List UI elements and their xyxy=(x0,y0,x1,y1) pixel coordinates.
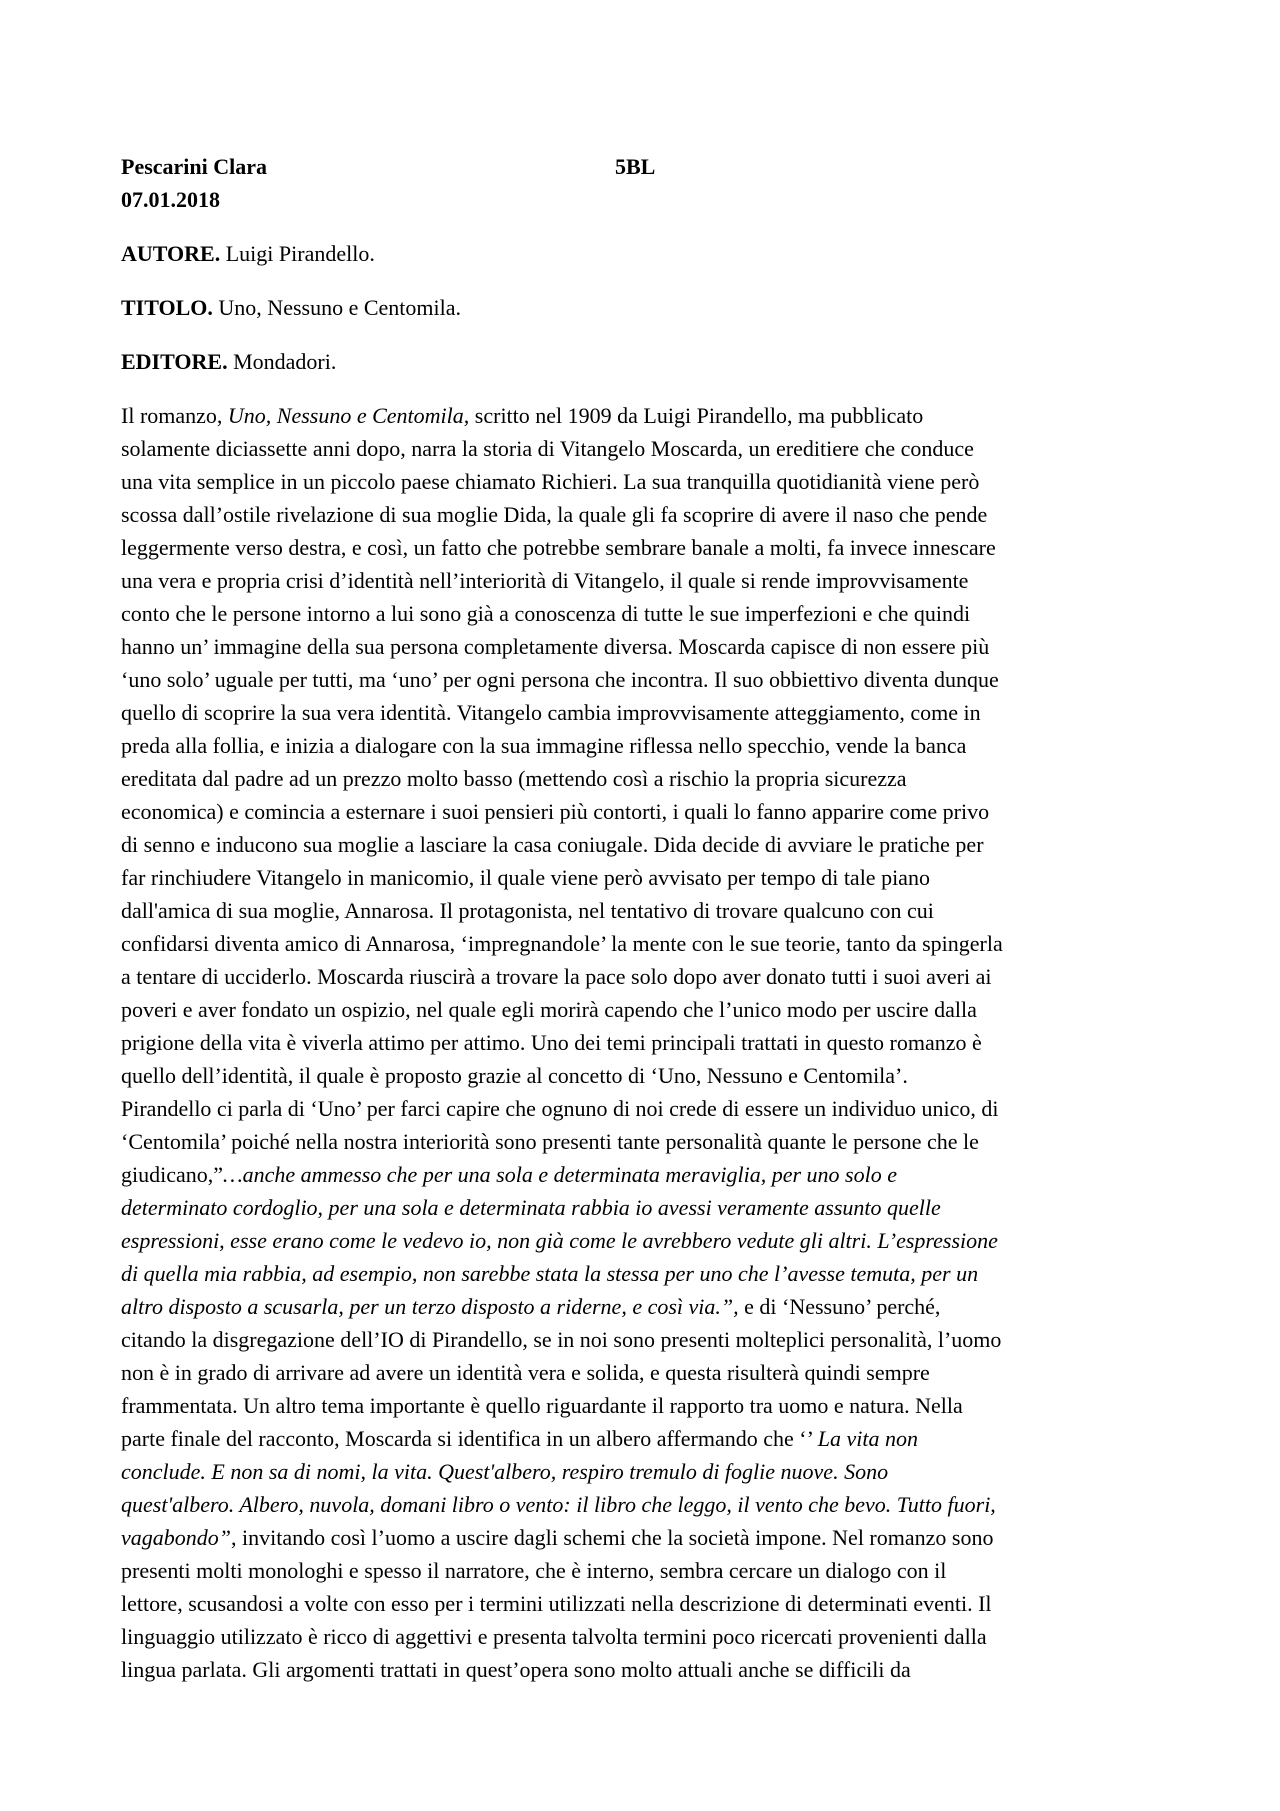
text-line xyxy=(121,1488,1161,1521)
document-date: 07.01.2018 xyxy=(121,187,220,212)
text-span: , invitando così l’uomo a uscire dagli schemi che la società impone. Nel romanzo sono xyxy=(231,1525,994,1550)
student-name: Pescarini Clara xyxy=(121,154,268,179)
text-line: hanno un’ immagine della sua persona completamente diversa. Moscarda capisce di non essere più xyxy=(121,634,990,659)
meta-author-value: Luigi Pirandello. xyxy=(220,241,375,266)
text-line xyxy=(121,399,1161,432)
quote-italic: di quella mia rabbia, ad esempio, non sarebbe stata la stessa per uno che l’avesse temuta, per un xyxy=(121,1261,979,1286)
text-line: scossa dall’ostile rivelazione di sua moglie Dida, la quale gli fa scoprire di avere il naso che pende xyxy=(121,502,988,527)
text-line: di senno e inducono sua moglie a lasciare la casa coniugale. Dida decide di avviare le pratiche per xyxy=(121,832,984,857)
text-line xyxy=(121,1257,1161,1290)
meta-title-value: Uno, Nessuno e Centomila. xyxy=(212,295,462,320)
quote-italic: quest'albero. Albero, nuvola, domani libro o vento: il libro che leggo, il vento che bevo. Tutto fuori, xyxy=(121,1492,996,1517)
text-line: Pirandello ci parla di ‘Uno’ per farci capire che ognuno di noi crede di essere un individuo unico, di xyxy=(121,1096,999,1121)
header-row xyxy=(121,150,1161,183)
text-line: confidarsi diventa amico di Annarosa, ‘impregnandole’ la mente con le sue teorie, tanto da spingerla xyxy=(121,931,1003,956)
text-line: ‘Centomila’ poiché nella nostra interiorità sono presenti tante personalità quante le persone che le xyxy=(121,1129,979,1154)
class-label: 5BL xyxy=(615,154,656,179)
text-line xyxy=(121,1521,1161,1554)
text-line xyxy=(121,1290,1161,1323)
text-line: a tentare di ucciderlo. Moscarda riuscirà a trovare la pace solo dopo aver donato tutti i suoi averi ai xyxy=(121,964,992,989)
text-line: solamente diciassette anni dopo, narra la storia di Vitangelo Moscarda, un ereditiere che conduce xyxy=(121,436,974,461)
quote-italic: determinato cordoglio, per una sola e determinata rabbia io avessi veramente assunto quelle xyxy=(121,1195,941,1220)
text-line: lingua parlata. Gli argomenti trattati in quest’opera sono molto attuali anche se difficili da xyxy=(121,1657,911,1682)
text-line: linguaggio utilizzato è ricco di aggettivi e presenta talvolta termini poco ricercati provenienti dalla xyxy=(121,1624,987,1649)
text-line xyxy=(121,1455,1161,1488)
quote-italic: …anche ammesso che per una sola e determinata meraviglia, per uno solo e xyxy=(223,1162,897,1187)
text-span: giudicano,” xyxy=(121,1162,224,1187)
meta-title-label: TITOLO. xyxy=(121,295,213,320)
text-line: preda alla follia, e inizia a dialogare con la sua immagine riflessa nello specchio, vende la banca xyxy=(121,733,967,758)
text-line: poveri e aver fondato un ospizio, nel quale egli morirà capendo che l’unico modo per uscire dalla xyxy=(121,997,977,1022)
text-span: Il romanzo, xyxy=(121,403,228,428)
quote-italic: La vita non xyxy=(817,1426,918,1451)
body-paragraph xyxy=(121,399,1161,1686)
text-line: economica) e comincia a esternare i suoi pensieri più contorti, i quali lo fanno apparire come privo xyxy=(121,799,990,824)
text-line: quello di scoprire la sua vera identità. Vitangelo cambia improvvisamente atteggiamento, come in xyxy=(121,700,981,725)
text-line: una vera e propria crisi d’identità nell’interiorità di Vitangelo, il quale si rende improvvisamente xyxy=(121,568,969,593)
text-span: scritto nel 1909 da Luigi Pirandello, ma pubblicato xyxy=(469,403,924,428)
document-page xyxy=(121,150,1161,1686)
text-line xyxy=(121,1422,1161,1455)
text-line: conto che le persone intorno a lui sono già a conoscenza di tutte le sue imperfezioni e che quindi xyxy=(121,601,971,626)
text-span: parte finale del racconto, Moscarda si identifica in un albero affermando che ‘’ xyxy=(121,1426,818,1451)
text-line xyxy=(121,1224,1161,1257)
text-line: citando la disgregazione dell’IO di Pirandello, se in noi sono presenti molteplici personalità, l’uomo xyxy=(121,1327,1002,1352)
text-line: prigione della vita è viverla attimo per attimo. Uno dei temi principali trattati in questo romanzo è xyxy=(121,1030,982,1055)
meta-author xyxy=(121,237,1161,270)
meta-author-label: AUTORE. xyxy=(121,241,221,266)
text-line: frammentata. Un altro tema importante è quello riguardante il rapporto tra uomo e natura. Nella xyxy=(121,1393,963,1418)
text-line: dall'amica di sua moglie, Annarosa. Il protagonista, nel tentativo di trovare qualcuno con cui xyxy=(121,898,934,923)
text-line: presenti molti monologhi e spesso il narratore, che è interno, sembra cercare un dialogo con il xyxy=(121,1558,947,1583)
text-span: e di ‘Nessuno’ perché, xyxy=(738,1294,941,1319)
text-line: ereditata dal padre ad un prezzo molto basso (mettendo così a rischio la propria sicurezza xyxy=(121,766,907,791)
quote-italic: conclude. E non sa di nomi, la vita. Quest'albero, respiro tremulo di foglie nuove. Sono xyxy=(121,1459,889,1484)
quote-italic: vagabondo” xyxy=(121,1525,231,1550)
text-line: quello dell’identità, il quale è proposto grazie al concetto di ‘Uno, Nessuno e Centomila’. xyxy=(121,1063,908,1088)
book-title-italic: Uno, Nessuno e Centomila, xyxy=(227,403,470,428)
quote-italic: espressioni, esse erano come le vedevo io, non già come le avrebbero vedute gli altri. L’espressione xyxy=(121,1228,998,1253)
text-line: ‘uno solo’ uguale per tutti, ma ‘uno’ per ogni persona che incontra. Il suo obbiettivo diventa dunque xyxy=(121,667,999,692)
quote-italic: altro disposto a scusarla, per un terzo disposto a riderne, e così via.”, xyxy=(121,1294,739,1319)
text-line xyxy=(121,1158,1161,1191)
text-line: far rinchiudere Vitangelo in manicomio, il quale viene però avvisato per tempo di tale piano xyxy=(121,865,930,890)
text-line: lettore, scusandosi a volte con esso per i termini utilizzati nella descrizione di determinati eventi. Il xyxy=(121,1591,992,1616)
text-line xyxy=(121,1191,1161,1224)
meta-publisher-value: Mondadori. xyxy=(227,349,337,374)
text-line: leggermente verso destra, e così, un fatto che potrebbe sembrare banale a molti, fa invece innescare xyxy=(121,535,996,560)
text-line: non è in grado di arrivare ad avere un identità vera e solida, e questa risulterà quindi sempre xyxy=(121,1360,930,1385)
meta-title xyxy=(121,291,1161,324)
meta-publisher xyxy=(121,345,1161,378)
text-line: una vita semplice in un piccolo paese chiamato Richieri. La sua tranquilla quotidianità viene però xyxy=(121,469,980,494)
meta-publisher-label: EDITORE. xyxy=(121,349,228,374)
